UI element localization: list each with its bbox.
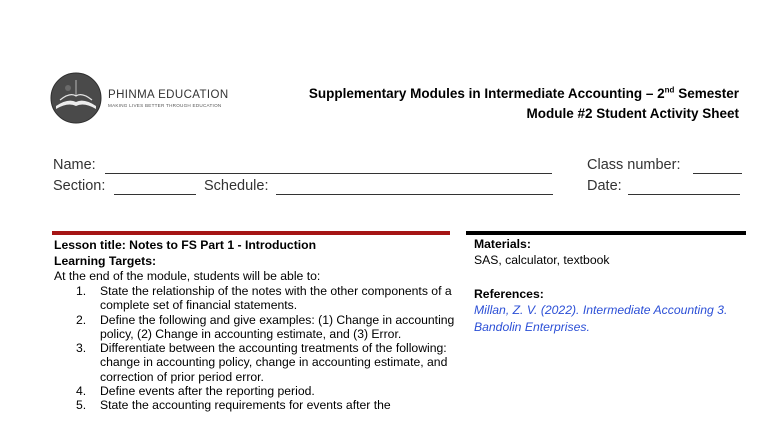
date-field[interactable] [628,194,740,195]
schedule-field[interactable] [276,194,553,195]
list-item-number: 1. [76,284,87,298]
schedule-label: Schedule: [204,178,269,194]
date-label: Date: [587,178,622,194]
list-item-text: Define events after the reporting period. [100,384,315,399]
class-number-field[interactable] [693,173,742,174]
name-field[interactable] [105,173,552,174]
learning-targets-intro: At the end of the module, students will be able to: [54,269,321,283]
references-heading: References: [474,287,544,301]
brand-name: PHINMA EDUCATION [108,89,229,101]
name-label: Name: [53,157,96,173]
document-subtitle: Module #2 Student Activity Sheet [526,106,739,121]
list-item-text: Define the following and give examples: (1) Change in accounting policy, (2) Change in accounting estimate, and (3) Error. [100,312,455,341]
list-item [76,384,456,398]
list-item-text: State the accounting requirements for events after the [100,398,391,413]
reference-citation-link[interactable]: Millan, Z. V. (2022). Intermediate Accounting 3. Bandolin Enterprises. [474,303,728,334]
brand-tagline: MAKING LIVES BETTER THROUGH EDUCATION [108,103,222,108]
section-field[interactable] [114,194,196,195]
class-number-label: Class number: [587,157,681,173]
title-ordinal-suffix: nd [664,85,675,95]
list-item-number: 4. [76,384,87,399]
title-prefix: Supplementary Modules in Intermediate Accounting – 2 [308,86,665,101]
document-title [309,86,739,101]
right-section-rule [466,231,746,235]
section-label: Section: [53,178,106,194]
list-item-text: State the relationship of the notes with the other components of a complete set of financial statements. [100,284,452,313]
materials-list: SAS, calculator, textbook [474,253,610,267]
list-item-number: 3. [76,341,87,356]
list-item-text: Differentiate between the accounting treatments of the following: change in accounting policy, change in accounting estimate, and correction of prior period error. [100,341,448,384]
learning-targets-heading: Learning Targets: [54,254,157,268]
phinma-logo-icon [50,72,102,124]
list-item [76,284,456,313]
list-item-number: 5. [76,398,87,413]
list-item-number: 2. [76,312,87,327]
left-section-rule [52,231,450,235]
materials-heading: Materials: [474,237,531,251]
list-item [76,341,456,384]
learning-targets-list [76,284,456,413]
list-item [76,313,456,342]
lesson-title: Lesson title: Notes to FS Part 1 - Introduction [54,238,317,252]
title-suffix: Semester [674,86,739,101]
list-item [76,398,456,412]
